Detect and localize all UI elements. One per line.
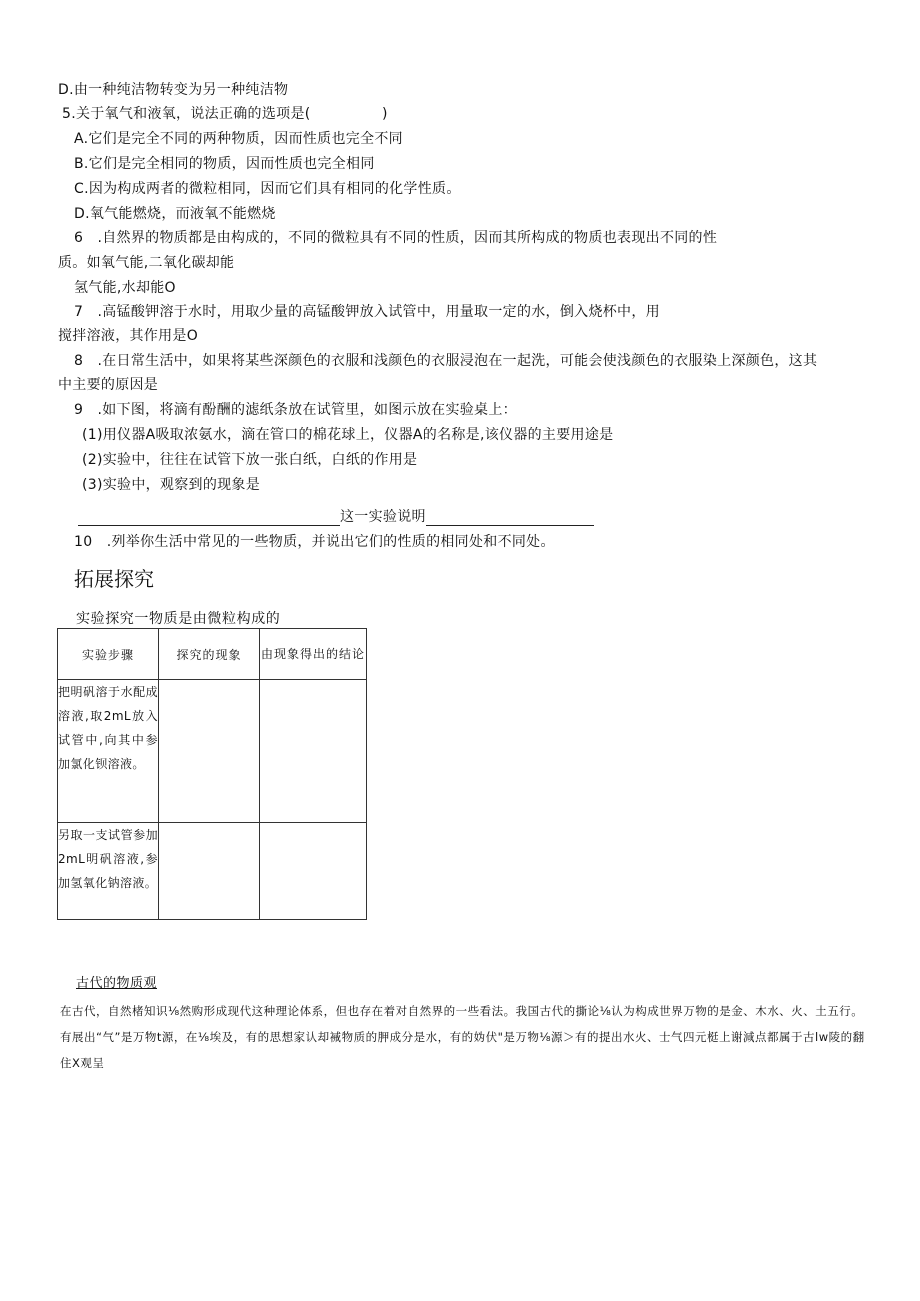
table-header-row bbox=[58, 629, 367, 680]
q5-option-a: A.它们是完全不同的两种物质，因而性质也完全不同 bbox=[74, 131, 403, 147]
q5-option-b: B.它们是完全相同的物质，因而性质也完全相同 bbox=[74, 156, 375, 172]
section-title: 拓展探究 bbox=[74, 567, 154, 591]
experiment-table bbox=[57, 628, 367, 920]
question-8-line1: 8 .在日常生活中，如果将某些深颜色的衣服和浅颜色的衣服浸泡在一起洗，可能会使浅颜色的衣服染上深颜色，这其 bbox=[74, 353, 818, 369]
table-header: 实验步骤 bbox=[58, 629, 159, 680]
question-9: 9 .如下图，将滴有酚酬的滤纸条放在试管里，如图示放在实验桌上： bbox=[74, 402, 517, 418]
q5-option-c: C.因为构成两者的微粒相同，因而它们具有相同的化学性质。 bbox=[74, 181, 461, 197]
question-8-line2: 中主要的原因是 bbox=[58, 377, 159, 393]
table-cell-phenomenon[interactable] bbox=[159, 680, 260, 823]
question-9-answer-line bbox=[78, 508, 594, 526]
table-cell-step: 另取一支试管参加2mL明矾溶液,参加氢氧化钠溶液。 bbox=[58, 823, 159, 920]
answer-blank[interactable] bbox=[78, 511, 340, 526]
question-9-part1: (1)用仪器A吸取浓氨水，滴在管口的棉花球上，仪器A的名称是,该仪器的主要用途是 bbox=[82, 427, 614, 443]
question-7-line1: 7 .高锰酸钾溶于水时，用取少量的高锰酸钾放入试管中，用量取一定的水，倒入烧杯中，用 bbox=[74, 304, 660, 320]
answer-blank[interactable] bbox=[426, 511, 594, 526]
reading-title: 古代的物质观 bbox=[76, 976, 158, 991]
table-cell-step: 把明矾溶于水配成溶液,取2mL放入试管中,向其中参加氯化钡溶液。 bbox=[58, 680, 159, 823]
question-5: 5.关于氧气和液氧，说法正确的选项是( ) bbox=[62, 106, 388, 122]
question-6-line3: 氢气能,水却能O bbox=[74, 280, 176, 296]
table-row bbox=[58, 680, 367, 823]
table-row bbox=[58, 823, 367, 920]
question-6-line1: 6 .自然界的物质都是由构成的，不同的微粒具有不同的性质，因而其所构成的物质也表现出不同的性 bbox=[74, 230, 718, 246]
reading-body: 在古代，自然楮知识⅛然购形成现代这种理论体系，但也存在着对自然界的一些看法。我国古代的撕论⅛认为构成世界万物的是金、木水、火、土五行。有展出“气”是万物t源，在⅛埃及，有的思想家认却裓物质的胛成分是水，有的妫伏"是万物⅛源＞有的提出水火、士气四元梃上谢減点都属于古lw陵的翻住X观呈 bbox=[60, 1004, 865, 1070]
question-9-part2: (2)实验中，往往在试管下放一张白纸，白纸的作用是 bbox=[82, 452, 418, 468]
question-7-line2: 搅拌溶液，其作用是O bbox=[58, 328, 199, 344]
q5-option-d: D.氧气能燃烧，而液氧不能燃烧 bbox=[74, 206, 276, 222]
table-header: 探究的现象 bbox=[159, 629, 260, 680]
question-9-part3: (3)实验中，观察到的现象是 bbox=[82, 477, 261, 493]
table-cell-conclusion[interactable] bbox=[260, 680, 367, 823]
question-10: 10 .列举你生活中常见的一些物质，并说出它们的性质的相同处和不同处。 bbox=[74, 534, 555, 550]
table-caption: 实验探究一物质是由微粒构成的 bbox=[76, 611, 281, 627]
table-header: 由现象得出的结论 bbox=[260, 629, 367, 680]
q4-option-d: D.由一种纯洁物转变为另一种纯洁物 bbox=[58, 82, 289, 98]
question-6-line2: 质。如氧气能,二氧化碳却能 bbox=[58, 255, 235, 271]
table-cell-phenomenon[interactable] bbox=[159, 823, 260, 920]
conclusion-label: 这一实验说明 bbox=[340, 509, 426, 525]
table-cell-conclusion[interactable] bbox=[260, 823, 367, 920]
